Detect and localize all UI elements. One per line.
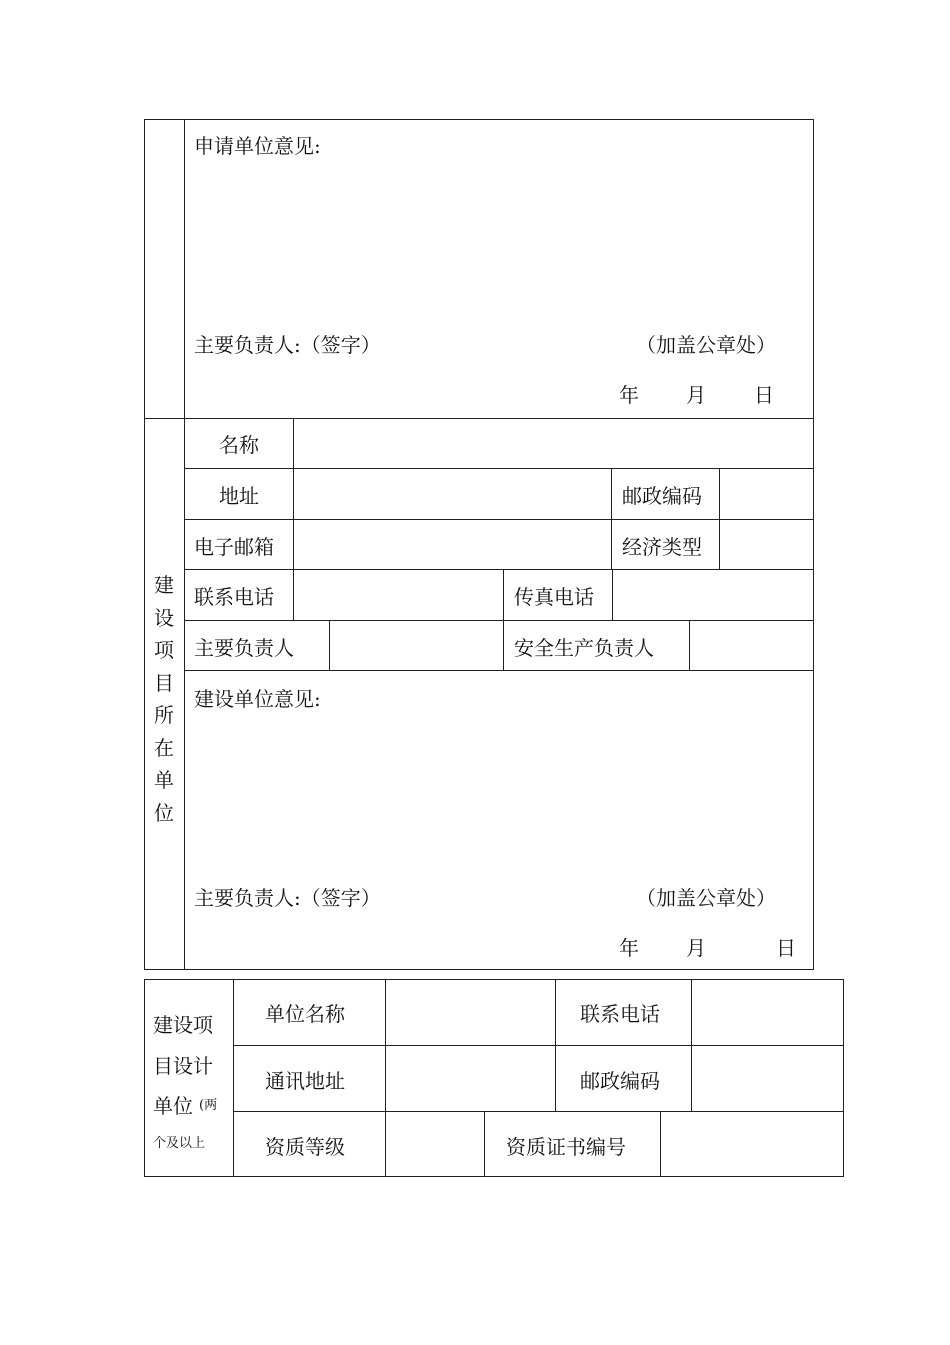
construction-seal-label: （加盖公章处） xyxy=(636,886,776,910)
applicant-opinion-field[interactable] xyxy=(190,165,805,325)
name-field[interactable] xyxy=(294,419,813,468)
design-postcode-field[interactable] xyxy=(692,1046,843,1111)
applicant-signer-label: 主要负责人:（签字） xyxy=(194,333,381,357)
project-unit-side-label: 建 设 项 目 所 在 单 位 xyxy=(154,573,174,825)
qualification-field[interactable] xyxy=(386,1112,484,1176)
construction-opinion-label: 建设单位意见: xyxy=(194,687,321,711)
head-label: 主要负责人 xyxy=(194,636,294,660)
head-field[interactable] xyxy=(330,621,503,670)
fax-label: 传真电话 xyxy=(514,585,594,609)
design-phone-label: 联系电话 xyxy=(580,1002,660,1026)
design-postcode-label: 邮政编码 xyxy=(580,1069,660,1093)
applicant-month-label: 月 xyxy=(686,383,706,407)
fax-field[interactable] xyxy=(613,570,813,620)
economy-type-field[interactable] xyxy=(720,520,813,569)
row-divider xyxy=(184,670,814,671)
email-field[interactable] xyxy=(294,520,611,569)
phone-label: 联系电话 xyxy=(194,585,274,609)
unit-name-label: 单位名称 xyxy=(265,1002,345,1026)
design-side-label-line3: 单位 xyxy=(153,1094,193,1118)
applicant-seal-label: （加盖公章处） xyxy=(636,333,776,357)
design-side-note-line1: (两 xyxy=(199,1098,218,1113)
left-column-divider xyxy=(184,119,185,970)
mailing-address-field[interactable] xyxy=(386,1046,555,1111)
applicant-opinion-label: 申请单位意见: xyxy=(194,134,321,158)
postcode-label: 邮政编码 xyxy=(622,484,702,508)
safety-head-label: 安全生产负责人 xyxy=(514,636,654,660)
construction-month-label: 月 xyxy=(686,936,706,960)
economy-type-label: 经济类型 xyxy=(622,535,702,559)
design-side-note-line2: 个及以上 xyxy=(153,1136,206,1151)
construction-day-label: 日 xyxy=(776,936,796,960)
qualification-label: 资质等级 xyxy=(265,1135,345,1159)
applicant-day-label: 日 xyxy=(754,383,774,407)
col-divider xyxy=(555,979,556,1112)
unit-name-field[interactable] xyxy=(386,980,555,1045)
construction-opinion-field[interactable] xyxy=(190,718,805,878)
col-divider xyxy=(233,979,234,1177)
applicant-year-label: 年 xyxy=(619,383,639,407)
design-phone-field[interactable] xyxy=(692,980,843,1045)
postcode-field[interactable] xyxy=(720,469,813,519)
design-side-label-line1: 建设项 xyxy=(153,1013,213,1037)
certificate-label: 资质证书编号 xyxy=(506,1135,626,1159)
construction-signer-label: 主要负责人:（签字） xyxy=(194,886,381,910)
mailing-address-label: 通讯地址 xyxy=(265,1069,345,1093)
address-field[interactable] xyxy=(294,469,611,519)
col-divider xyxy=(611,468,612,570)
safety-head-field[interactable] xyxy=(690,621,813,670)
name-label: 名称 xyxy=(219,433,259,457)
col-divider xyxy=(503,569,504,671)
construction-year-label: 年 xyxy=(619,936,639,960)
address-label: 地址 xyxy=(219,484,259,508)
certificate-field[interactable] xyxy=(661,1112,843,1176)
col-divider xyxy=(484,1111,485,1177)
phone-field[interactable] xyxy=(294,570,503,620)
design-side-label-line2: 目设计 xyxy=(153,1054,213,1078)
email-label: 电子邮箱 xyxy=(194,535,274,559)
